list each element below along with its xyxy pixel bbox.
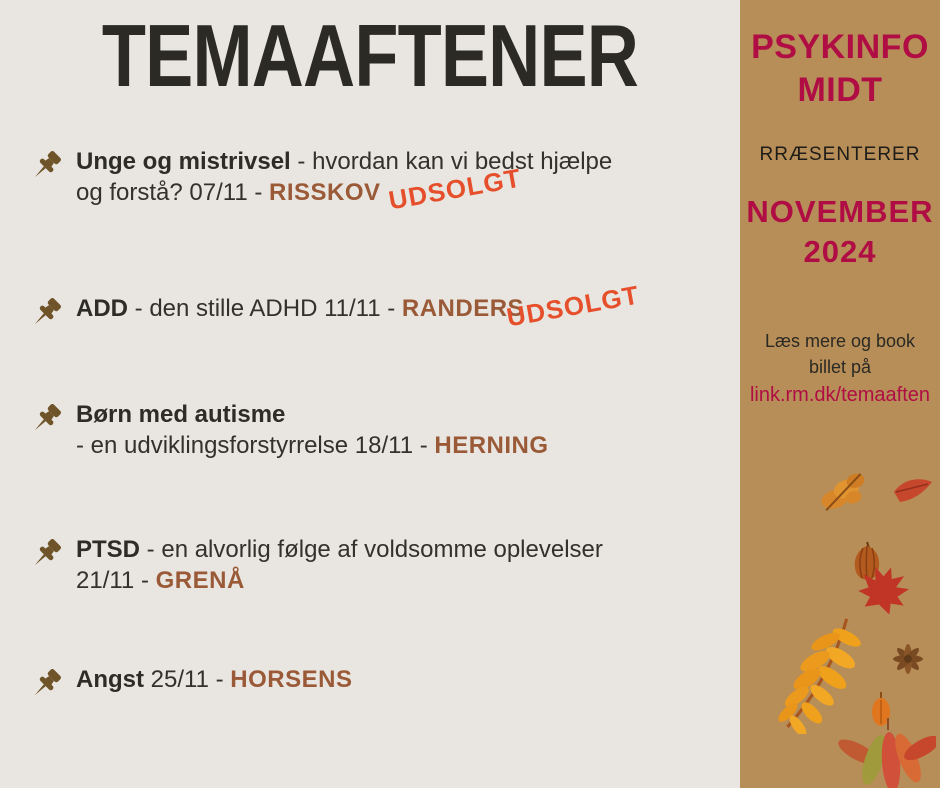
event-description: 21/11 - [76, 567, 156, 594]
event-row [28, 534, 700, 596]
month-label [740, 192, 940, 272]
creeper-leaf-image [836, 718, 936, 788]
event-line [76, 399, 549, 430]
event-row [28, 399, 700, 461]
event-row [28, 664, 700, 707]
event-description: 25/11 - [144, 666, 231, 693]
presents-label: RRÆSENTERER [759, 144, 921, 165]
event-title: Angst [76, 666, 144, 693]
star-anise-image [890, 642, 926, 676]
red-leaf-fragment-image [892, 474, 934, 508]
event-line [76, 534, 603, 565]
poster-title: TEMAAFTENER [101, 6, 639, 105]
event-row [28, 146, 700, 216]
event-line [76, 430, 549, 461]
month-line1: NOVEMBER [746, 194, 934, 229]
booking-link[interactable]: link.rm.dk/temaaften [749, 384, 931, 406]
event-line [76, 565, 603, 596]
event-description: - en udviklingsforstyrrelse 18/11 - [76, 432, 435, 459]
brand-line1: PSYKINFO [751, 28, 929, 66]
oak-leaf-image [812, 468, 876, 520]
booking-info [740, 328, 940, 380]
event-description: - hvordan kan vi bedst hjælpe [290, 148, 613, 175]
event-description: og forstå? 07/11 - [76, 179, 270, 206]
event-text [76, 399, 549, 461]
cta-line1: Læs mere og book [764, 331, 916, 351]
event-line [76, 664, 352, 695]
event-text [76, 279, 642, 333]
event-line [76, 293, 524, 324]
pushpin-icon [28, 536, 66, 577]
event-title: ADD [76, 295, 128, 322]
sidebar [740, 0, 940, 788]
event-row [28, 279, 700, 336]
event-location: RISSKOV [269, 179, 381, 206]
event-line [76, 177, 612, 208]
cta-line2: billet på [808, 357, 872, 377]
event-location: RANDERS [401, 295, 525, 322]
sold-out-stamp: UDSOLGT [504, 279, 642, 333]
event-description: - den stille ADHD 11/11 - [128, 295, 402, 322]
event-text [76, 664, 352, 695]
event-line [76, 146, 612, 177]
event-location: HORSENS [230, 666, 353, 693]
event-text [76, 534, 603, 596]
sold-out-stamp: UDSOLGT [386, 162, 524, 216]
pushpin-icon [28, 401, 66, 442]
pushpin-icon [28, 148, 66, 189]
event-text [76, 146, 613, 216]
event-description: - en alvorlig følge af voldsomme oplevelser [140, 536, 603, 563]
event-title: PTSD [76, 536, 141, 563]
event-title: Unge og mistrivsel [76, 148, 291, 175]
pushpin-icon [28, 666, 66, 707]
event-location: GRENÅ [155, 567, 245, 594]
rowan-leaf-image [770, 612, 866, 734]
maple-leaf-image [858, 564, 910, 614]
pushpin-icon [28, 295, 66, 336]
month-line2: 2024 [803, 234, 877, 269]
event-title: Børn med autisme [76, 401, 286, 428]
event-location: HERNING [434, 432, 549, 459]
brand-name [740, 26, 940, 112]
brand-line2: MIDT [797, 71, 883, 109]
